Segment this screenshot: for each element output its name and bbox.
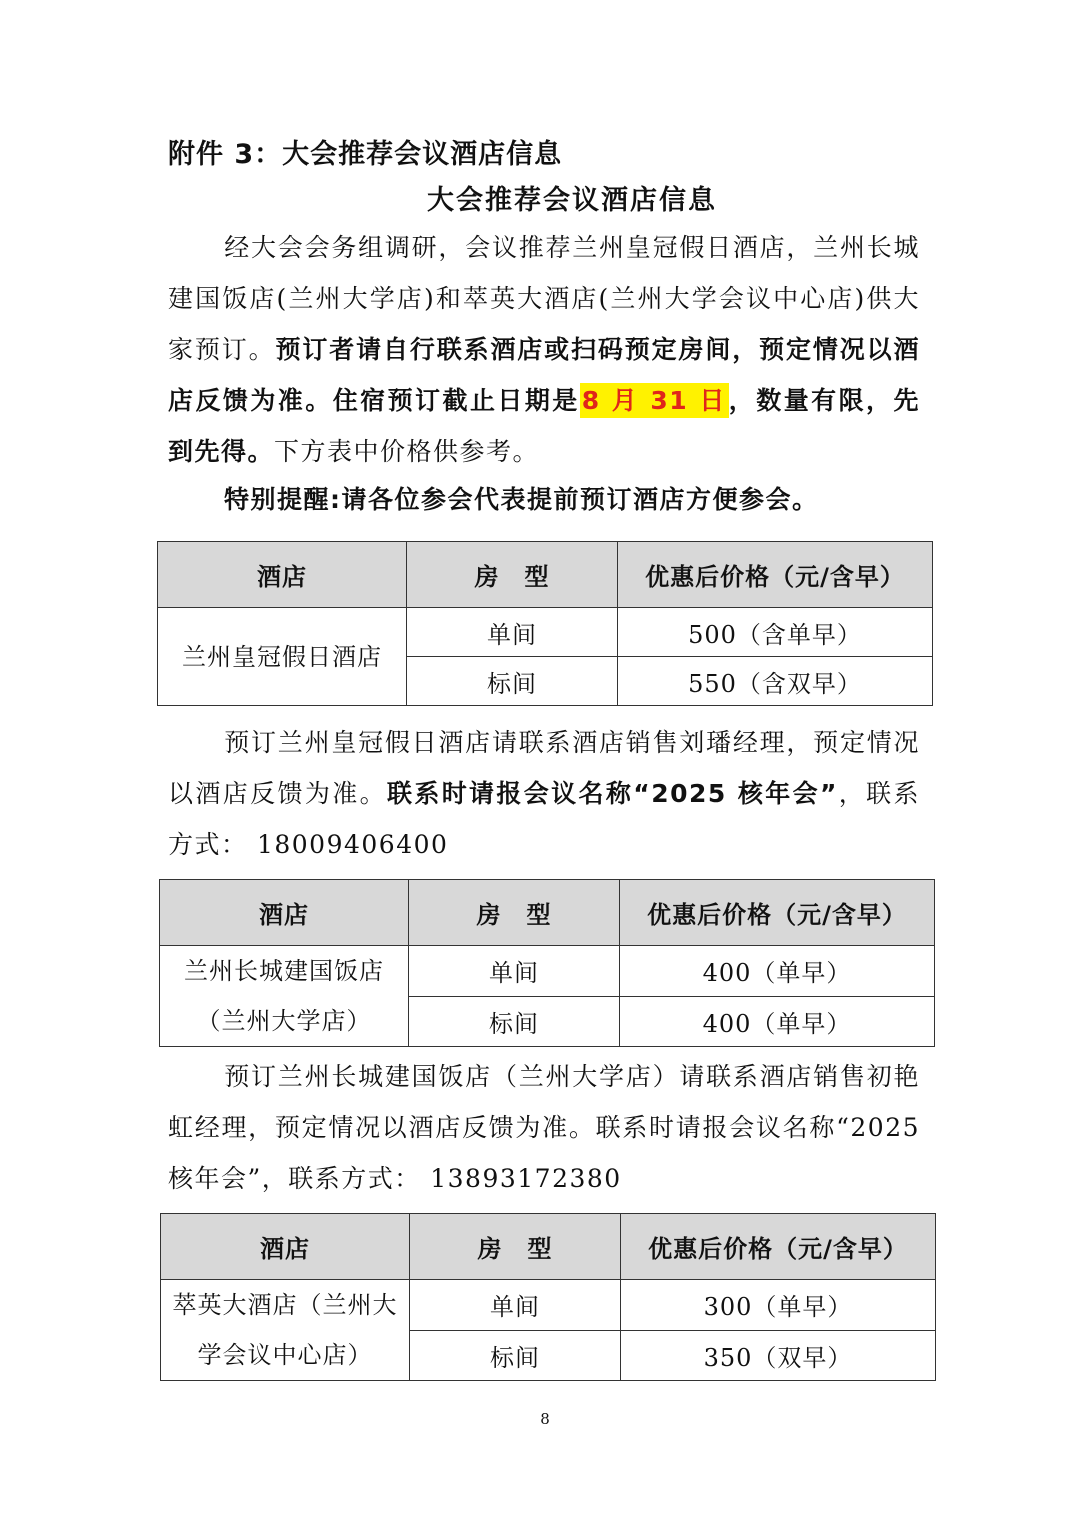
price-cell: 350（双早） [621, 1330, 936, 1381]
intro-bold-tail: ，数量有限，先到先得。 [168, 386, 920, 466]
header-room-type: 房 型 [410, 1214, 621, 1280]
header-room-type: 房 型 [407, 542, 618, 608]
header-price: 优惠后价格（元/含早） [620, 880, 935, 946]
header-hotel: 酒店 [160, 880, 409, 946]
deadline-highlight: 8 月 31 日 [580, 383, 729, 418]
intro-paragraph [168, 222, 920, 477]
table-row [158, 608, 933, 657]
hotel-name-cell: 萃英大酒店（兰州大学会议中心店） [161, 1280, 410, 1381]
table-row [161, 1280, 936, 1331]
note-contact-label: ，联系方式： [168, 779, 920, 859]
table-header-row [161, 1214, 936, 1280]
note-bold-text: 联系时请报会议名称“2025 核年会” [386, 779, 838, 808]
hotel-2-contact-note [168, 1051, 920, 1204]
room-type-cell: 单间 [407, 608, 618, 657]
note-text: 预订兰州长城建国饭店（兰州大学店）请联系酒店销售初艳虹经理，预定情况以酒店反馈为准。联系时请报会议名称“2025 核年会”，联系方式： [168, 1062, 920, 1193]
price-cell: 300（单早） [621, 1280, 936, 1331]
price-cell: 400（单早） [620, 996, 935, 1047]
table-row [160, 946, 935, 997]
special-reminder: 特别提醒:请各位参会代表提前预订酒店方便参会。 [224, 485, 819, 514]
price-cell: 500（含单早） [618, 608, 933, 657]
hotel-table-2 [159, 879, 935, 1047]
room-type-cell: 标间 [407, 657, 618, 706]
price-cell: 550（含双早） [618, 657, 933, 706]
attachment-heading: 附件 3：大会推荐会议酒店信息 [168, 139, 563, 170]
contact-phone: 18009406400 [256, 830, 449, 859]
table-header-row [158, 542, 933, 608]
page-number: 8 [540, 1410, 550, 1428]
table-header-row [160, 880, 935, 946]
price-cell: 400（单早） [620, 946, 935, 997]
hotel-name-cell: 兰州皇冠假日酒店 [158, 608, 407, 706]
hotel-table-1 [157, 541, 933, 706]
header-room-type: 房 型 [409, 880, 620, 946]
hotel-table-3 [160, 1213, 936, 1381]
room-type-cell: 单间 [409, 946, 620, 997]
note-text: 预订兰州皇冠假日酒店请联系酒店销售刘璠经理，预定情况以酒店反馈为准。 [168, 728, 920, 808]
hotel-name-cell: 兰州长城建国饭店（兰州大学店） [160, 946, 409, 1047]
room-type-cell: 标间 [410, 1330, 621, 1381]
header-price: 优惠后价格（元/含早） [618, 542, 933, 608]
intro-text: 经大会会务组调研，会议推荐兰州皇冠假日酒店，兰州长城建国饭店(兰州大学店)和萃英大酒店(兰州大学会议中心店)供大家预订。 [168, 233, 920, 364]
intro-reference-text: 下方表中价格供参考。 [274, 437, 540, 466]
room-type-cell: 标间 [409, 996, 620, 1047]
document-title: 大会推荐会议酒店信息 [427, 185, 717, 216]
header-hotel: 酒店 [161, 1214, 410, 1280]
header-hotel: 酒店 [158, 542, 407, 608]
header-price: 优惠后价格（元/含早） [621, 1214, 936, 1280]
room-type-cell: 单间 [410, 1280, 621, 1331]
intro-bold-text: 预订者请自行联系酒店或扫码预定房间，预定情况以酒店反馈为准。住宿预订截止日期是 [168, 335, 920, 415]
contact-phone: 13893172380 [430, 1164, 622, 1193]
hotel-1-contact-note [168, 717, 920, 870]
